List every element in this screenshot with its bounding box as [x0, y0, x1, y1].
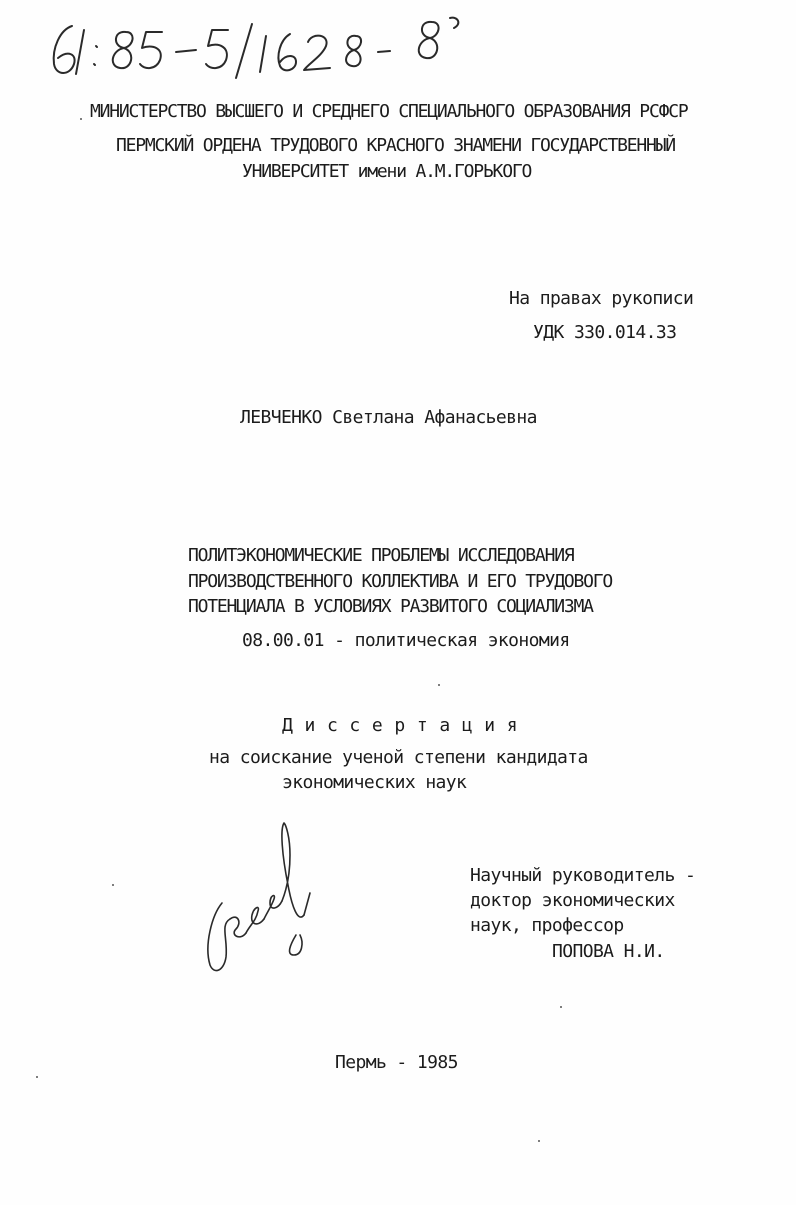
degree-line1: на соискание ученой степени кандидата [209, 747, 588, 768]
dissertation-title-line2: ПРОИЗВОДСТВЕННОГО КОЛЛЕКТИВА И ЕГО ТРУДОВОГО [188, 571, 613, 592]
dissertation-label: Д и с с е р т а ц и я [282, 715, 518, 736]
scan-speck [112, 884, 114, 886]
dissertation-title-line1: ПОЛИТЭКОНОМИЧЕСКИЕ ПРОБЛЕМЫ ИССЛЕДОВАНИЯ [188, 545, 574, 566]
supervisor-name: ПОПОВА Н.И. [552, 941, 665, 962]
scan-speck [538, 1140, 540, 1142]
supervisor-line1: Научный руководитель - [470, 865, 696, 886]
scan-speck [36, 1076, 38, 1078]
university-heading-line1: ПЕРМСКИЙ ОРДЕНА ТРУДОВОГО КРАСНОГО ЗНАМЕНИ ГОСУДАРСТВЕННЫЙ [116, 135, 675, 156]
handwritten-catalog-number [40, 8, 480, 88]
author-name: ЛЕВЧЕНКО Светлана Афанасьевна [240, 407, 537, 428]
scan-speck [438, 684, 440, 686]
supervisor-line2: доктор экономических [470, 890, 675, 911]
university-heading-line2: УНИВЕРСИТЕТ имени А.М.ГОРЬКОГО [242, 161, 532, 182]
dissertation-title-line3: ПОТЕНЦИАЛА В УСЛОВИЯХ РАЗВИТОГО СОЦИАЛИЗМА [188, 596, 593, 617]
scan-speck [80, 118, 82, 120]
scan-speck [560, 1006, 562, 1008]
degree-line2: экономических наук [282, 772, 467, 793]
ministry-heading: МИНИСТЕРСТВО ВЫСШЕГО И СРЕДНЕГО СПЕЦИАЛЬНОГО ОБРАЗОВАНИЯ РСФСР [90, 101, 688, 122]
place-and-year: Пермь - 1985 [335, 1052, 458, 1073]
manuscript-rights-note: На правах рукописи [509, 288, 694, 309]
supervisor-line3: наук, профессор [470, 915, 624, 936]
author-signature [200, 815, 320, 985]
specialty-code: 08.00.01 - политическая экономия [242, 630, 570, 651]
udc-code: УДК 330.014.33 [533, 322, 677, 343]
